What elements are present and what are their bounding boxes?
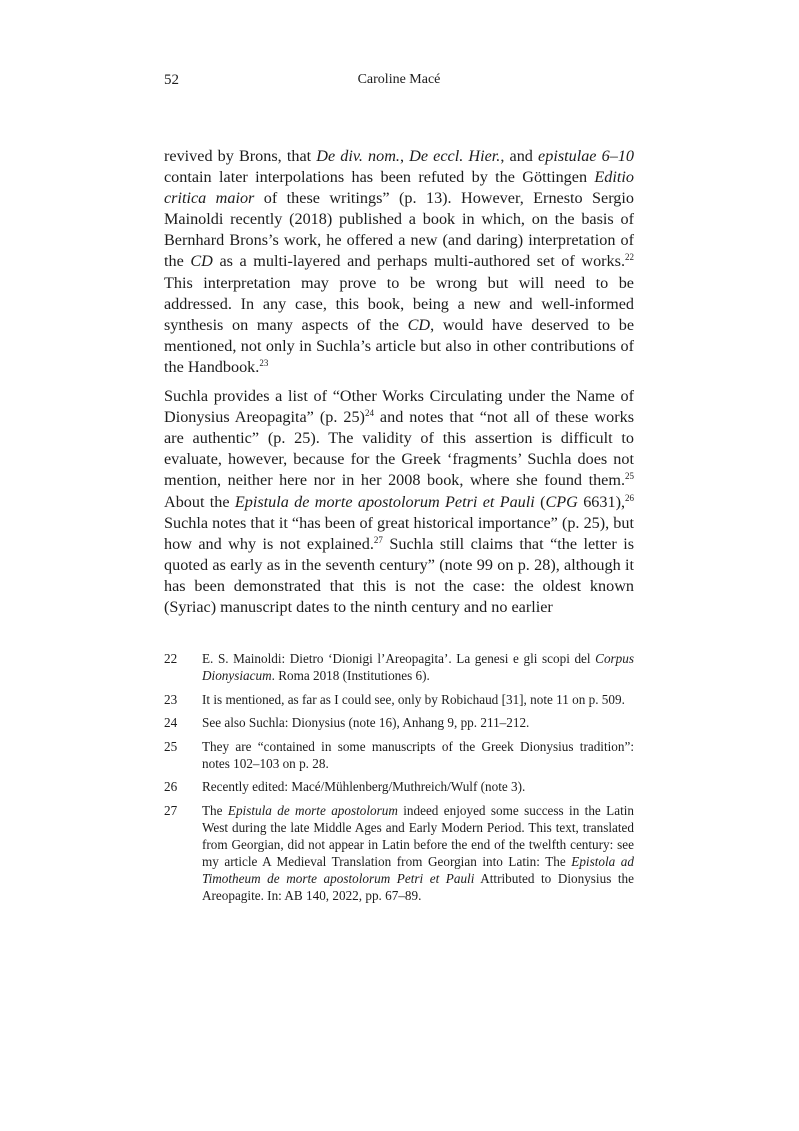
text-run: , would have deserved to be mentioned, not only in Suchla’s article but also in other contributions of the Handbook. [164,315,635,376]
text-run: . Roma 2018 (Institutiones 6). [271,668,430,683]
title-corpus-dionysiacum: Corpus Dionysiacum [202,651,634,683]
footnote-22 [164,650,634,684]
body-paragraph-1 [164,146,634,378]
text-run: as a multi-layered and perhaps multi-authored set of works. [212,252,625,271]
abbr-cd: CD [190,252,213,271]
text-run: Suchla notes that it “has been of great historical importance” (p. 25), but how and why is not explained. [164,513,634,553]
footnote-ref-26[interactable]: 26 [625,492,635,503]
footnote-ref-27[interactable]: 27 [373,534,383,545]
footnote-number: 23 [164,691,178,707]
text-run: of these writings” (p. 13). However, Ernesto Sergio Mainoldi recently (2018) published a book in which, on the basis of Bernhard Brons’s work, he offered a new (and daring) interpretation of the [164,189,634,271]
title-epistula-de-morte: Epistula de morte apostolorum Petri et Pauli [234,492,535,511]
footnote-ref-23[interactable]: 23 [259,357,269,368]
footnotes-section [164,650,634,910]
page-header [164,72,634,92]
text-run: They are “contained in some manuscripts of the Greek Dionysius tradition”: notes 102–103 on p. 28. [202,738,634,771]
title-epistula-de-morte-apostolorum: Epistula de morte apostolorum [227,802,398,818]
body-paragraph-2 [164,386,634,618]
title-editio-critica-maior: Editio critica maior [164,168,634,208]
footnote-25 [164,738,634,772]
footnote-number: 25 [164,738,178,754]
footnote-number: 27 [164,802,178,818]
footnote-27 [164,802,634,904]
footnote-23 [164,691,634,708]
footnote-number: 26 [164,779,178,794]
text-run: This interpretation may prove to be wrong but will need to be addressed. In any case, this book, being a new and well-informed synthesis on many aspects of the [164,273,634,334]
text-run: Suchla provides a list of “Other Works Circulating under the Name of Dionysius Areopagita” (p. 25) [164,387,634,427]
text-run: See also Suchla: Dionysius (note 16), Anhang 9, pp. 211–212. [202,715,530,730]
footnote-26 [164,778,634,795]
text-run: About the [164,492,235,511]
text-run: Attributed to Dionysius the Areopagite. In: AB 140, 2022, pp. 67–89. [202,870,635,903]
text-run: 6631), [577,492,626,511]
running-head-author: Caroline Macé [357,72,441,87]
title-de-eccl-hier: De eccl. Hier. [409,147,501,165]
text-run: , [399,147,410,165]
text-run: Suchla still claims that “the letter is quoted as early as in the seventh century” (note 99 on p. 28), although it has been demonstrated that this is not the case: the oldest known (Syriac) manuscript dates to the ninth century and no earlier [164,534,634,616]
text-run: The [202,802,228,818]
footnote-24 [164,714,634,731]
title-epistulae: epistulae 6–10 [538,147,635,165]
title-epistola-ad-timotheum: Epistola ad Timotheum de morte apostolorum Petri et Pauli [202,853,634,886]
text-run: E. S. Mainoldi: Dietro ‘Dionigi l’Areopagita’. La genesi e gli scopi del [202,651,596,666]
text-run: revived by Brons, that [164,147,317,165]
footnote-ref-25[interactable]: 25 [625,471,634,482]
text-run: , and [500,147,539,165]
footnote-ref-22[interactable]: 22 [625,252,634,263]
text-run: It is mentioned, as far as I could see, only by Robichaud [31], note 11 on p. 509. [202,691,625,707]
abbr-cd: CD [407,315,431,334]
text-run: and notes that “not all of these works are authentic” (p. 25). The validity of this assertion is difficult to evaluate, however, because for the Greek ‘fragments’ Suchla does not mention, neither here nor in her 2008 book, where she found them. [164,408,634,490]
title-de-div-nom: De div. nom. [316,147,400,165]
footnote-ref-24[interactable]: 24 [364,408,374,419]
footnote-number: 22 [164,651,178,666]
text-run: Recently edited: Macé/Mühlenberg/Muthreich/Wulf (note 3). [202,779,526,794]
text-run: contain later interpolations has been refuted by the Göttingen [164,168,595,187]
footnote-number: 24 [164,715,178,730]
abbr-cpg: CPG [545,492,578,511]
text-run: ( [534,492,546,511]
text-run: indeed enjoyed some success in the Latin West during the late Middle Ages and Early Modern Period. This text, translated from Georgian, did not appear in Latin before the end of the twelfth century: see my article A Medieval Translation from Georgian into Latin: The [202,802,634,869]
main-text [164,146,634,618]
page-number: 52 [164,72,179,88]
